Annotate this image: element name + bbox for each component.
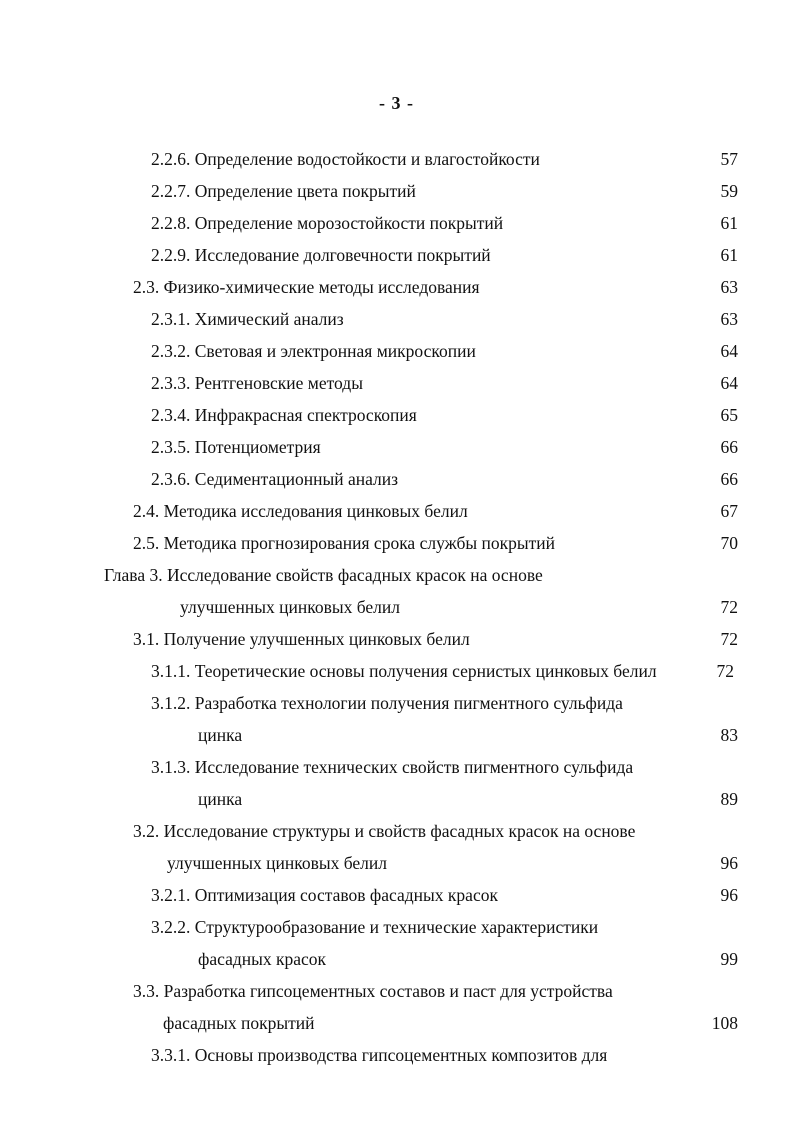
toc-entry-page: 96 xyxy=(720,853,738,873)
toc-entry-text: 2.3. Физико-химические методы исследования xyxy=(133,277,480,297)
toc-entry-page: 83 xyxy=(720,725,738,745)
toc-entry-page: 61 xyxy=(720,245,738,265)
page-number: - 3 - xyxy=(379,93,414,113)
toc-entry-page: 66 xyxy=(720,469,738,489)
toc-entry-text: 2.2.9. Исследование долговечности покрытий xyxy=(151,245,491,265)
toc-chapter-text: Глава 3. Исследование свойств фасадных красок на основе xyxy=(104,565,543,585)
toc-entry-page: 63 xyxy=(720,277,738,297)
toc-entry-page: 67 xyxy=(720,501,738,521)
toc-entry-page: 72 xyxy=(720,629,738,649)
toc-entry-text: 3.1.2. Разработка технологии получения пигментного сульфида xyxy=(151,693,623,713)
toc-entry-text: 2.2.6. Определение водостойкости и влагостойкости xyxy=(151,149,540,169)
toc-entry-page: 72 xyxy=(716,661,734,681)
toc-entry-text: 2.3.3. Рентгеновские методы xyxy=(151,373,363,393)
toc-entry-text: 3.2.2. Структурообразование и технические характеристики xyxy=(151,917,599,937)
toc-entry-text-continued: улучшенных цинковых белил xyxy=(167,853,387,873)
toc-entry-page: 63 xyxy=(720,309,738,329)
toc-entry-page: 64 xyxy=(720,373,738,393)
toc-entry-page: 65 xyxy=(720,405,738,425)
toc-entry-page: 66 xyxy=(720,437,738,457)
toc-entry-text-continued: цинка xyxy=(198,725,243,745)
toc-entry-text: 2.2.7. Определение цвета покрытий xyxy=(151,181,416,201)
toc-entry-page: 99 xyxy=(720,949,738,969)
toc-entry-text: 2.3.6. Седиментационный анализ xyxy=(151,469,399,489)
toc-entry-page: 89 xyxy=(720,789,738,809)
toc-entry-page: 64 xyxy=(720,341,738,361)
toc-entry-text-continued: цинка xyxy=(198,789,243,809)
toc-entry-page: 96 xyxy=(720,885,738,905)
toc-entry-text: 2.5. Методика прогнозирования срока службы покрытий xyxy=(133,533,555,553)
toc-entry-text: 2.2.8. Определение морозостойкости покрытий xyxy=(151,213,504,233)
toc-entry-text: 2.3.5. Потенциометрия xyxy=(151,437,321,457)
toc-entry-text: 2.4. Методика исследования цинковых белил xyxy=(133,501,468,521)
toc-entry-text: 3.1. Получение улучшенных цинковых белил xyxy=(133,629,470,649)
toc-entry-text: 2.3.2. Световая и электронная микроскопии xyxy=(151,341,476,361)
toc-entry-text: 2.3.4. Инфракрасная спектроскопия xyxy=(151,405,417,425)
toc-entry-page: 108 xyxy=(711,1013,738,1033)
toc-entry-text: 3.2.1. Оптимизация составов фасадных красок xyxy=(151,885,498,905)
toc-entry-text-continued: фасадных покрытий xyxy=(163,1013,315,1033)
toc-entry-page: 57 xyxy=(720,149,738,169)
toc-entry-page: 70 xyxy=(720,533,738,553)
toc-entry-text: 3.2. Исследование структуры и свойств фасадных красок на основе xyxy=(133,821,636,841)
toc-entry-text: 3.3.1. Основы производства гипсоцементных композитов для xyxy=(151,1045,608,1065)
toc-chapter-text-continued: улучшенных цинковых белил xyxy=(180,597,400,617)
toc-entry-text: 3.3. Разработка гипсоцементных составов и паст для устройства xyxy=(133,981,613,1001)
toc-entry-text-continued: фасадных красок xyxy=(198,949,327,969)
toc-entry-page: 61 xyxy=(720,213,738,233)
toc-entry-page: 59 xyxy=(720,181,738,201)
toc-entry-text: 2.3.1. Химический анализ xyxy=(151,309,344,329)
toc-entry-text: 3.1.3. Исследование технических свойств пигментного сульфида xyxy=(151,757,634,777)
toc-entry-page: 72 xyxy=(720,597,738,617)
toc-entry-text: 3.1.1. Теоретические основы получения сернистых цинковых белил xyxy=(151,661,657,681)
